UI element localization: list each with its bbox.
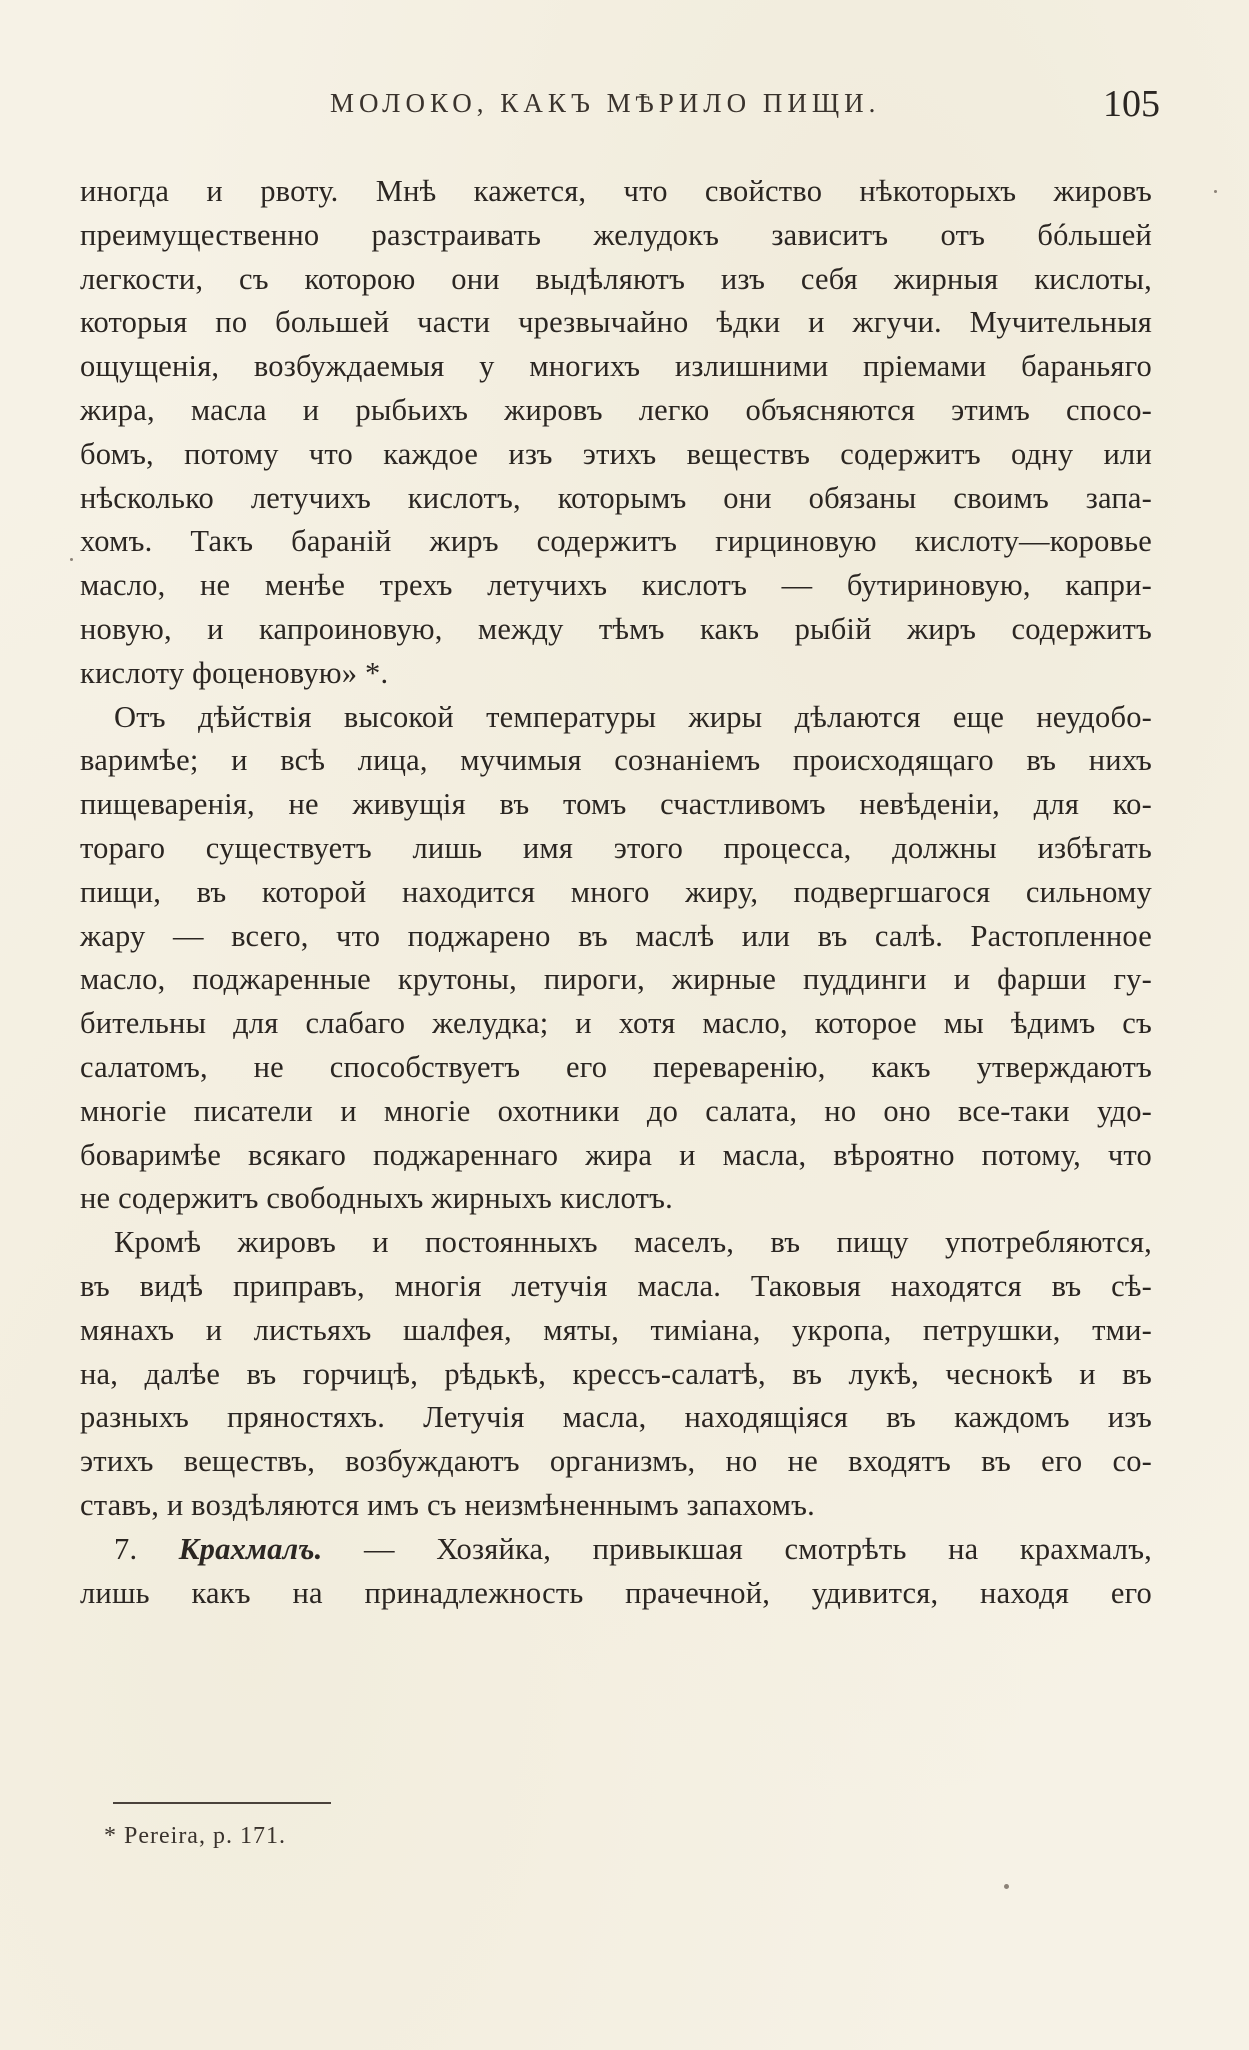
text-line-17: пищи, въ которой находится много жиру, подвергшагося сильному (80, 874, 1152, 909)
footnote: * Pereira, p. 171. (104, 1823, 286, 1849)
text-line-11: новую, и капроиновую, между тѣмъ какъ рыбій жиръ содержитъ (80, 611, 1152, 646)
text-line-22: многіе писатели и многіе охотники до салата, но оно все-таки удо- (80, 1093, 1152, 1128)
text-line-13: Отъ дѣйствія высокой температуры жиры дѣлаются еще неудобо- (114, 699, 1152, 734)
text-line-1: иногда и рвоту. Мнѣ кажется, что свойство нѣкоторыхъ жировъ (80, 174, 1152, 208)
section-text-start: — Хозяйка, привыкшая смотрѣть на крахмалъ, (364, 1531, 1152, 1566)
text-line-2: преимущественно разстраивать желудокъ зависитъ отъ бóльшей (80, 217, 1152, 252)
text-line-16: тораго существуетъ лишь имя этого процесса, должны избѣгать (80, 830, 1152, 865)
text-line-32 (80, 1528, 1152, 1572)
text-line-5: ощущенія, возбуждаемыя у многихъ излишними пріемами бараньяго (80, 349, 1152, 384)
text-line-33: лишь какъ на принадлежность прачечной, удивится, находя его (80, 1575, 1152, 1610)
text-line-4: которыя по большей части чрезвычайно ѣдки и жгучи. Мучительныя (80, 305, 1152, 340)
text-line-12: кислоту фоценовую» *. (80, 655, 389, 690)
text-line-6: жира, масла и рыбьихъ жировъ легко объясняются этимъ спосо- (80, 392, 1152, 427)
section-title: Крахмалъ. (178, 1531, 323, 1566)
page-number: 105 (1103, 83, 1160, 125)
text-line-18: жару — всего, что поджарено въ маслѣ или въ салѣ. Растопленное (80, 918, 1152, 953)
text-line-10: масло, не менѣе трехъ летучихъ кислотъ — бутириновую, капри- (80, 568, 1152, 603)
text-line-26: въ видѣ приправъ, многія летучія масла. Таковыя находятся въ сѣ- (80, 1268, 1152, 1303)
text-line-9: хомъ. Такъ бараній жиръ содержитъ гирциновую кислоту—коровье (80, 524, 1152, 559)
text-line-14: варимѣе; и всѣ лица, мучимыя сознаніемъ происходящаго въ нихъ (80, 743, 1152, 778)
paper-speck (1214, 190, 1217, 193)
footnote-rule (113, 1802, 331, 1804)
text-line-31: ставъ, и воздѣляются имъ съ неизмѣненнымъ запахомъ. (80, 1487, 815, 1522)
text-line-15: пищеваренія, не живущія въ томъ счастливомъ невѣденіи, для ко- (80, 787, 1152, 822)
text-line-30: этихъ веществъ, возбуждаютъ организмъ, но не входятъ въ его со- (80, 1444, 1152, 1479)
body-text (80, 170, 1152, 1615)
text-line-28: на, далѣе въ горчицѣ, рѣдькѣ, крессъ-салатѣ, въ лукѣ, чеснокѣ и въ (80, 1356, 1152, 1391)
running-title: МОЛОКО, КАКЪ МѢРИЛО ПИЩИ. (330, 88, 881, 118)
paper-speck (1004, 1884, 1009, 1889)
section-number: 7. (114, 1531, 138, 1566)
running-head (80, 83, 1160, 128)
text-line-20: бительны для слабаго желудка; и хотя масло, которое мы ѣдимъ съ (80, 1006, 1152, 1041)
text-line-24: не содержитъ свободныхъ жирныхъ кислотъ. (80, 1181, 673, 1216)
text-line-3: легкости, съ которою они выдѣляютъ изъ себя жирныя кислоты, (80, 261, 1152, 296)
text-line-19: масло, поджаренные крутоны, пироги, жирные пуддинги и фарши гу- (80, 962, 1152, 997)
paper-speck (70, 558, 73, 561)
text-line-23: боваримѣе всякаго поджареннаго жира и масла, вѣроятно потому, что (80, 1137, 1152, 1172)
text-line-8: нѣсколько летучихъ кислотъ, которымъ они обязаны своимъ запа- (80, 480, 1152, 515)
text-line-7: бомъ, потому что каждое изъ этихъ веществъ содержитъ одну или (80, 436, 1152, 471)
text-line-27: мянахъ и листьяхъ шалфея, мяты, тиміана, укропа, петрушки, тми- (80, 1312, 1152, 1347)
text-line-29: разныхъ пряностяхъ. Летучія масла, находящіяся въ каждомъ изъ (80, 1400, 1152, 1435)
text-line-25: Кромѣ жировъ и постоянныхъ маселъ, въ пищу употребляются, (114, 1225, 1152, 1260)
text-line-21: салатомъ, не способствуетъ его переваренію, какъ утверждаютъ (80, 1049, 1152, 1084)
